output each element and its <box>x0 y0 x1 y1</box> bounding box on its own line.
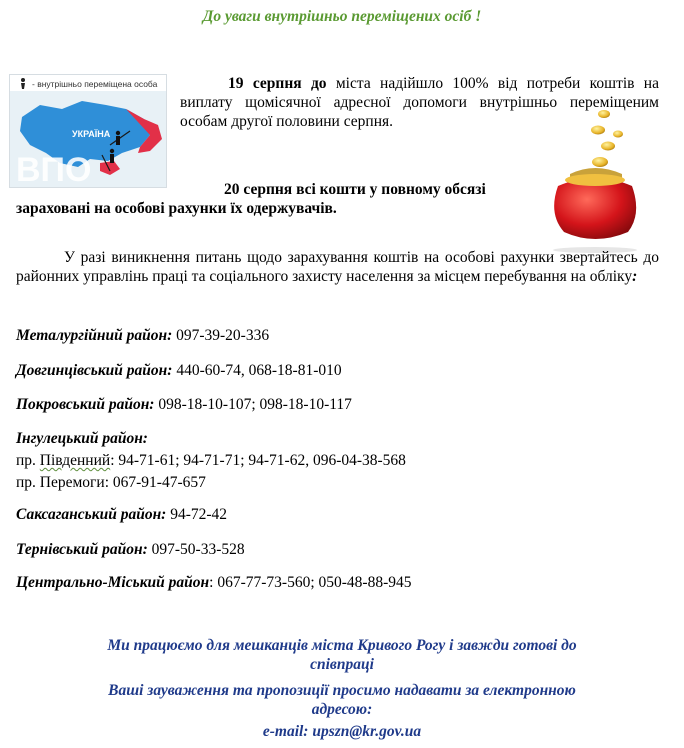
district-dovhyntsivskyi <box>16 361 342 380</box>
paragraph-funds-credited <box>16 180 516 218</box>
paragraph-funds-received <box>180 74 659 131</box>
vpo-map-image <box>9 74 167 188</box>
paragraph-funds-text: міста надійшло 100% від потреби коштів на виплату щомісячної адресної допомоги внутрішньо переміщеним особам другої половини серпня. <box>180 75 659 130</box>
paragraph-contact-info <box>16 248 659 286</box>
district-phones: : 067-77-73-560; 050-48-88-945 <box>209 574 412 591</box>
district-name: Металургійний район: <box>16 327 173 344</box>
sub-phones: : 94-71-61; 94-71-71; 94-71-62, 096-04-38-568 <box>110 452 406 469</box>
district-ternivskyi <box>16 540 245 559</box>
footer-line-2: співпраці <box>310 656 374 673</box>
district-phones: 097-50-33-528 <box>147 541 245 558</box>
sub-name: Південний <box>39 452 111 469</box>
sub-prefix: пр. <box>16 474 40 491</box>
vpo-caption: - внутрішньо переміщена особа <box>32 79 158 89</box>
district-tsentralno-miskyi <box>16 573 412 592</box>
date-aug-19: 19 серпня до <box>228 75 327 92</box>
inhulets-sub-pivdennyi <box>16 451 406 470</box>
footer-line-4: адресою: <box>311 701 373 718</box>
district-name: Тернівський район: <box>16 541 148 558</box>
paragraph-contact-text: У разі виникнення питань щодо зарахування коштів на особові рахунки звертайтесь до районних управлінь праці та соціального захисту населення за місцем перебування на обліку <box>16 249 659 285</box>
district-name: Саксаганський район: <box>16 506 167 523</box>
district-phones: 94-72-42 <box>166 506 228 523</box>
footer-line-1: Ми працюємо для мешканців міста Кривого Рогу і завжди готові до <box>107 637 577 654</box>
district-saksahanskyi <box>16 505 227 524</box>
district-name: Інгулецький район: <box>16 430 148 447</box>
footer-line-3: Ваші зауваження та пропозиції просимо надавати за електронною <box>108 682 576 699</box>
district-phones: 098-18-10-107; 098-18-10-117 <box>154 396 352 413</box>
district-phones: 440-60-74, 068-18-81-010 <box>172 362 342 379</box>
district-metalurhiinyi <box>16 326 269 345</box>
inhulets-sub-peremohy <box>16 473 206 492</box>
district-name: Центрально-Міський район <box>16 574 210 591</box>
district-inhuletskyi <box>16 429 148 448</box>
page-title: До уваги внутрішньо переміщених осіб ! <box>202 8 482 25</box>
sub-name: Перемоги <box>39 474 105 491</box>
map-label: УКРАЇНА <box>72 129 111 139</box>
sub-phones: : 067-91-47-657 <box>104 474 206 491</box>
sub-prefix: пр. <box>16 452 40 469</box>
footer-email[interactable]: e-mail: upszn@kr.gov.ua <box>262 723 422 740</box>
ukraine-map-icon <box>10 75 166 187</box>
district-name: Покровський район: <box>16 396 155 413</box>
district-phones: 097-39-20-336 <box>172 327 270 344</box>
vpo-big-text: ВПО <box>16 151 92 187</box>
district-name: Довгинцівський район: <box>16 362 173 379</box>
district-pokrovskyi <box>16 395 352 414</box>
paragraph-contact-colon: : <box>632 268 638 285</box>
paragraph-funds-credited-text: 20 серпня всі кошти у повному обсязі зараховані на особові рахунки їх одержувачів. <box>16 181 486 217</box>
